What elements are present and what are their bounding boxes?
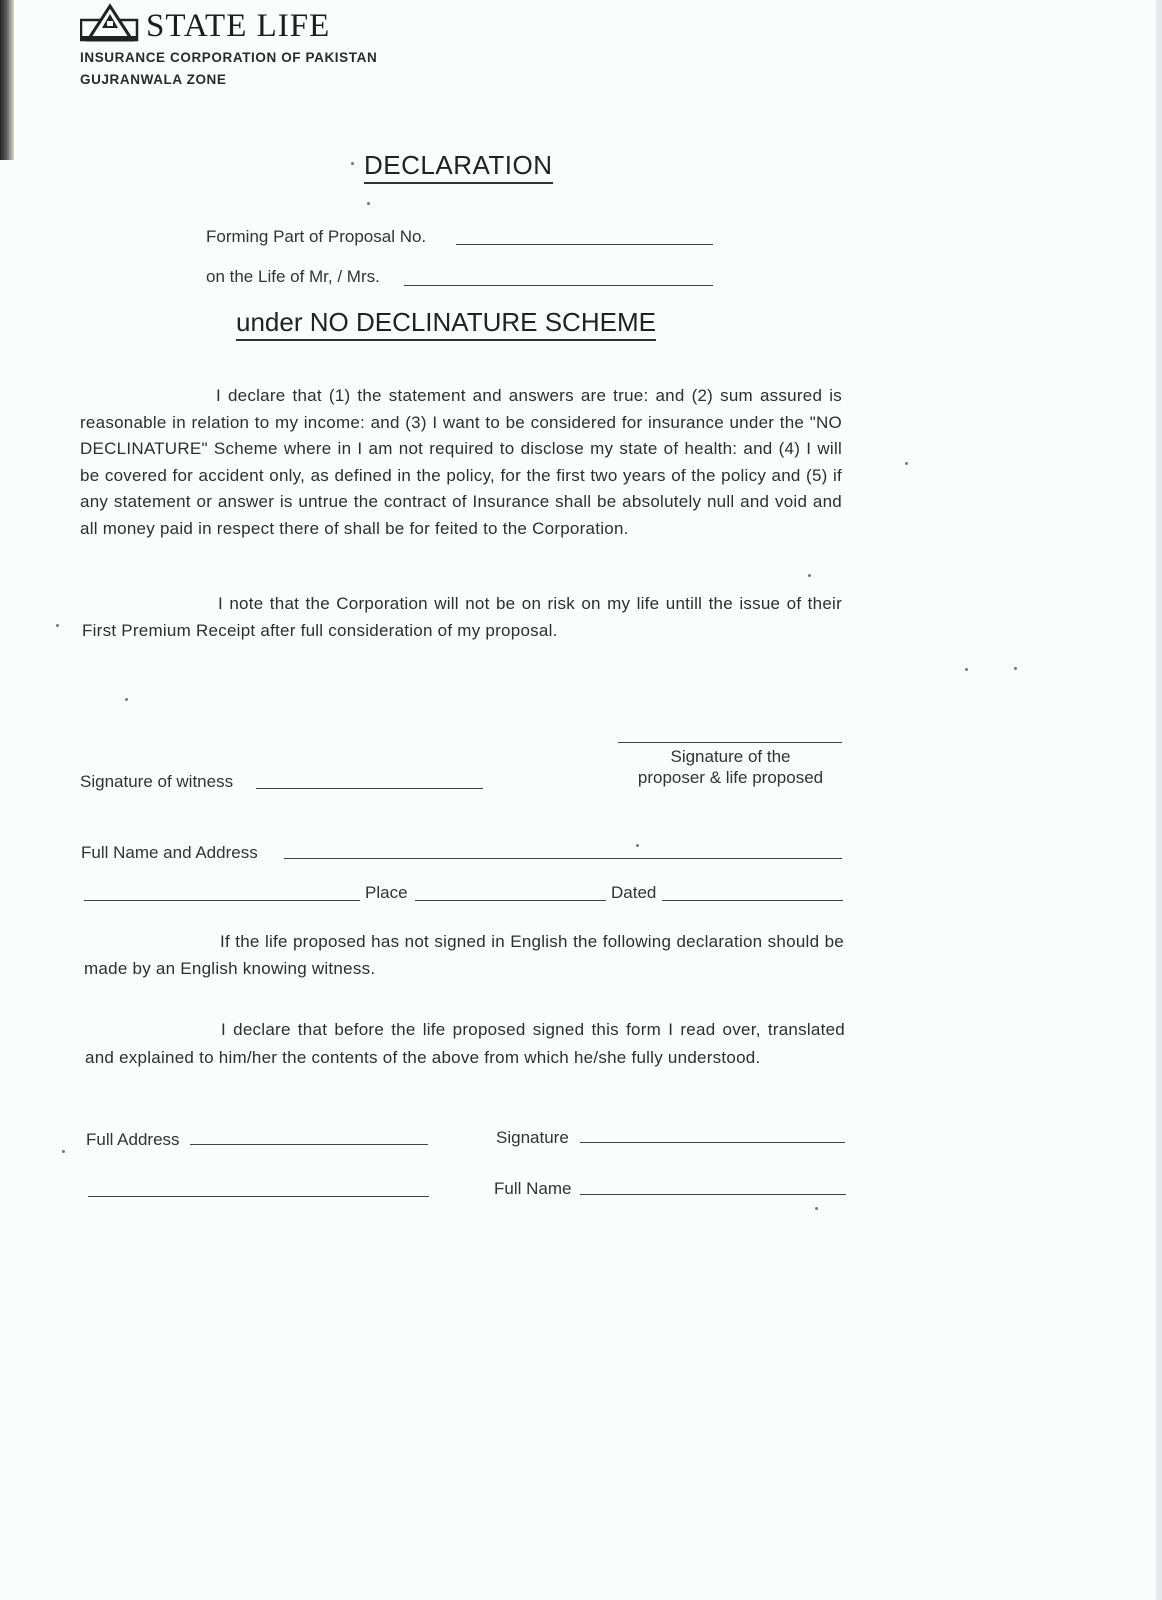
scan-speck [905,462,908,465]
scan-speck [1014,667,1017,670]
english-note-paragraph [84,929,844,982]
witness-declaration-paragraph [85,1016,845,1071]
scan-speck [125,698,128,701]
scan-speck [351,162,354,165]
scan-speck [965,668,968,671]
page-title: DECLARATION [364,150,553,184]
scheme-title: under NO DECLINATURE SCHEME [236,307,656,341]
witness-declaration-text: I declare that before the life proposed signed this form I read over, translated and explained to him/her the contents of the above from which he/she fully understood. [85,1020,845,1067]
full-address-label: Full Address [86,1130,180,1149]
english-note-text: If the life proposed has not signed in English the following declaration should be made by an English knowing witness. [84,932,844,978]
full-address-field[interactable] [190,1144,428,1145]
proposer-signature-caption-line1: Signature of the [670,747,791,766]
full-name-field[interactable] [580,1194,846,1195]
state-life-logo-icon [80,2,140,42]
scan-speck [808,574,811,577]
place-label: Place [365,883,408,902]
proposal-number-label: Forming Part of Proposal No. [206,227,427,246]
scan-speck [367,202,370,205]
scan-speck [636,844,639,847]
organization-subtitle: INSURANCE CORPORATION OF PAKISTAN [80,50,378,65]
proposer-signature-field[interactable] [618,742,842,743]
full-name-label: Full Name [494,1179,572,1198]
scan-speck [62,1150,65,1153]
witness-signature-field-2[interactable] [580,1142,845,1143]
scanned-page-edge [0,0,14,160]
full-name-address-field[interactable] [284,858,842,859]
scan-speck [815,1207,818,1210]
risk-note-text: I note that the Corporation will not be on risk on my life untill the issue of their First Premium Receipt after full consideration of my proposal. [82,594,842,640]
dated-label: Dated [611,883,657,902]
risk-note-paragraph [82,591,842,644]
witness-signature-label: Signature of witness [80,772,234,791]
organization-zone: GUJRANWALA ZONE [80,72,227,87]
full-name-address-label: Full Name and Address [81,843,258,862]
proposal-number-field[interactable] [456,244,713,245]
witness-signature-field[interactable] [256,788,483,789]
declaration-text: I declare that (1) the statement and answers are true: and (2) sum assured is reasonable in relation to my income: and (3) I want to be considered for insurance under the "NO DECLINATURE" Scheme where in I am not required to disclose my state of health: and (4) I will be covered for accident only, as defined in the policy, for the first two years of the policy and (5) if any statement or answer is untrue the contract of Insurance shall be absolutely null and void and all money paid in respect there of shall be for feited to the Corporation. [80,386,842,538]
scanned-page-fold [1156,0,1162,1600]
proposer-signature-caption [618,746,843,788]
place-field[interactable] [415,900,606,901]
address-continuation-field[interactable] [84,900,360,901]
full-address-continuation-field[interactable] [88,1196,429,1197]
declaration-paragraph [80,383,842,542]
scan-speck [56,624,59,627]
proposer-signature-caption-line2: proposer & life proposed [637,768,824,787]
organization-name: STATE LIFE [146,8,331,44]
life-of-field[interactable] [404,285,713,286]
witness-signature-label-2: Signature [496,1128,569,1147]
life-of-label: on the Life of Mr, / Mrs. [206,267,380,286]
dated-field[interactable] [662,900,843,901]
